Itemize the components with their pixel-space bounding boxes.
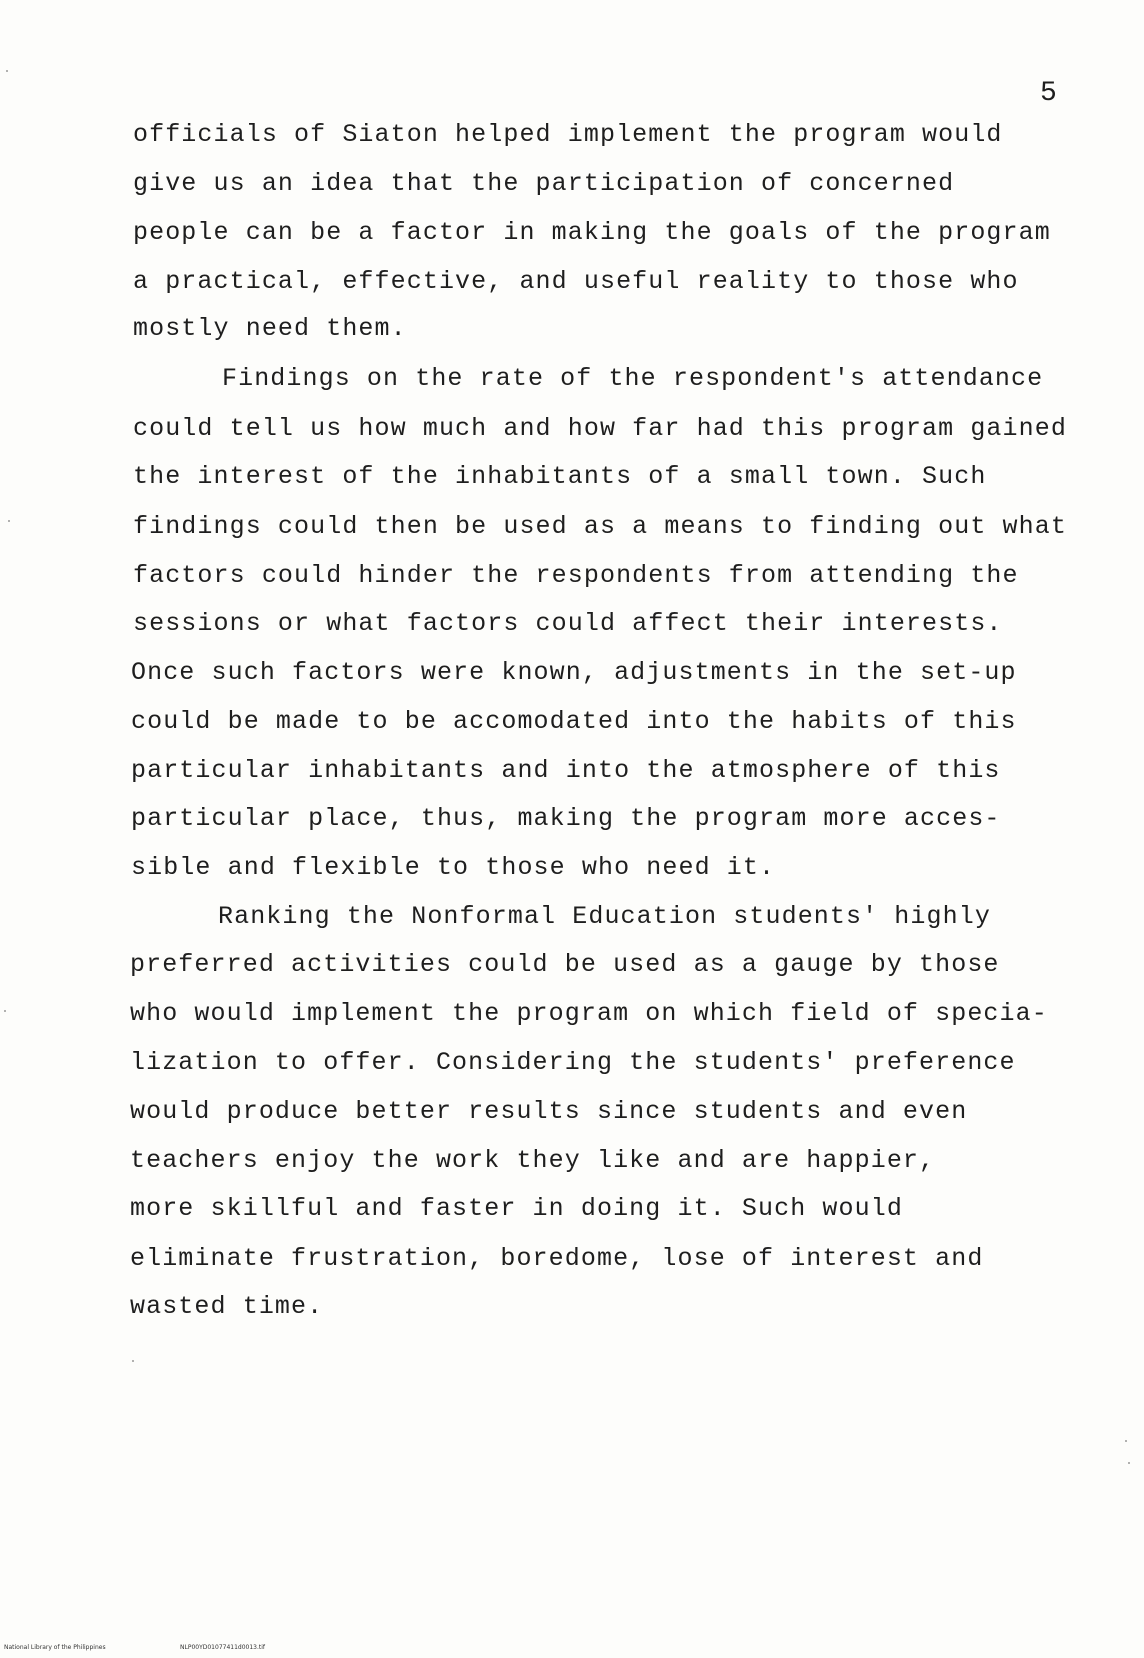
text-line: a practical, effective, and useful reality to those who <box>133 267 1019 296</box>
text-line: particular inhabitants and into the atmosphere of this <box>131 756 1001 785</box>
page-number: 5 <box>1040 78 1057 109</box>
text-line: particular place, thus, making the program more acces- <box>131 804 1001 833</box>
scan-speck <box>1128 1462 1130 1464</box>
footer-source: National Library of the Philippines <box>4 1644 106 1651</box>
text-line: findings could then be used as a means to finding out what <box>133 512 1067 541</box>
text-line: preferred activities could be used as a gauge by those <box>130 950 1000 979</box>
text-line: who would implement the program on which field of specia- <box>130 999 1048 1028</box>
text-line: the interest of the inhabitants of a small town. Such <box>133 462 987 491</box>
text-line: could tell us how much and how far had this program gained <box>133 414 1067 443</box>
scan-speck <box>132 1360 134 1362</box>
text-line: people can be a factor in making the goals of the program <box>133 218 1051 247</box>
scan-speck <box>6 70 8 72</box>
text-line: wasted time. <box>130 1292 324 1321</box>
scan-speck <box>4 1010 6 1012</box>
text-line: factors could hinder the respondents from attending the <box>133 561 1019 590</box>
text-line: Ranking the Nonformal Education students' highly <box>218 902 991 931</box>
text-line: mostly need them. <box>133 314 407 343</box>
text-line: eliminate frustration, boredome, lose of interest and <box>130 1244 984 1273</box>
scan-speck <box>1125 1440 1127 1442</box>
scan-speck <box>8 520 10 522</box>
footer-filename: NLP00YD01077411d0013.tif <box>180 1644 266 1651</box>
text-line: sible and flexible to those who need it. <box>131 853 776 882</box>
text-line: could be made to be accomodated into the habits of this <box>131 707 1017 736</box>
text-line: officials of Siaton helped implement the program would <box>133 120 1003 149</box>
text-line: sessions or what factors could affect their interests. <box>133 609 1003 638</box>
text-line: Once such factors were known, adjustments in the set-up <box>131 658 1017 687</box>
text-line: more skillful and faster in doing it. Such would <box>130 1194 903 1223</box>
text-line: give us an idea that the participation of concerned <box>133 169 955 198</box>
text-line: Findings on the rate of the respondent's attendance <box>222 364 1044 393</box>
text-line: would produce better results since students and even <box>130 1097 968 1126</box>
text-line: teachers enjoy the work they like and are happier, <box>130 1146 936 1175</box>
text-line: lization to offer. Considering the students' preference <box>130 1048 1016 1077</box>
